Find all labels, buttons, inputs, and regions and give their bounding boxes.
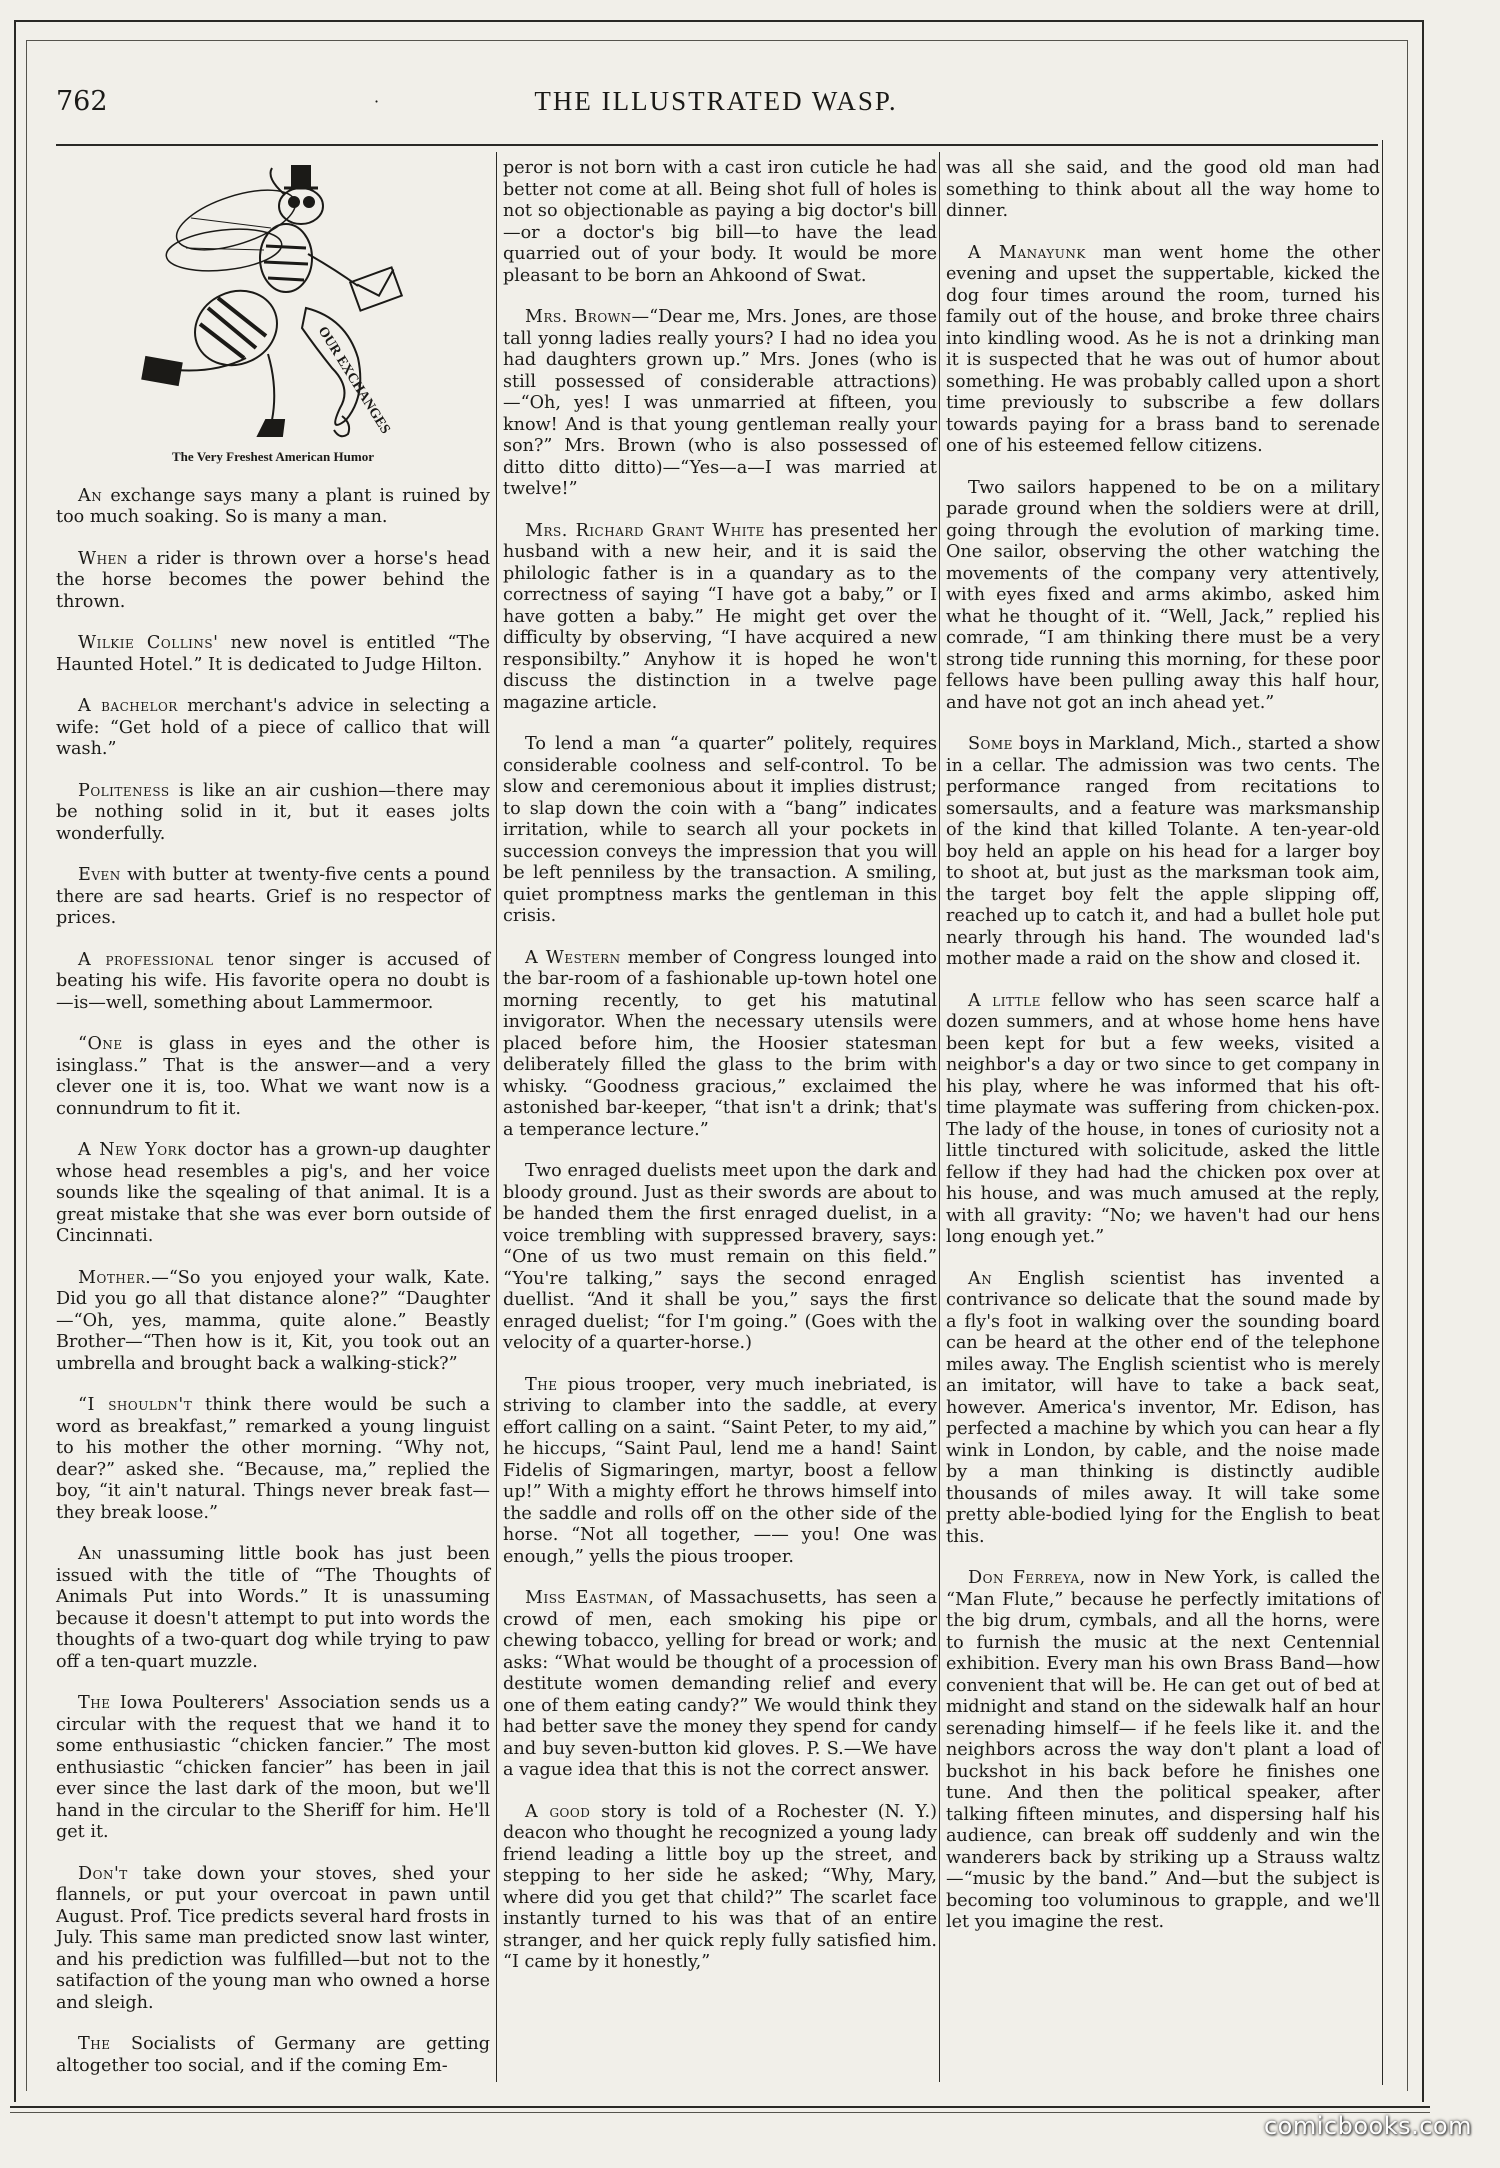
column-3-paragraphs <box>946 158 1380 1934</box>
article-paragraph <box>56 1034 490 1120</box>
paragraph-text: Two sailors happened to be on a military parade ground when the soldiers were at drill, going through the evolution of marking time. One sailor, observing the other watching the movements of the company very attentively, with eyes fixed and arms akimbo, asked him what he thought of it. “Well, Jack,” replied his comrade, “I am thinking there must be a very strong tide running this morning, for these poor fellows have been pulling away this half hour, and have not got an inch ahead yet.” <box>946 477 1380 713</box>
article-paragraph <box>503 1375 937 1569</box>
paragraph-lead: “I shouldn't <box>78 1395 193 1415</box>
article-paragraph <box>503 307 937 501</box>
paragraph-lead: Don Ferreya <box>968 1568 1080 1588</box>
paragraph-lead: A little <box>968 990 1041 1011</box>
bottom-rule-thin <box>10 2112 1430 2113</box>
article-paragraph <box>946 158 1380 223</box>
paragraph-text: peror is not born with a cast iron cuticle he had better not come at all. Being shot full of holes is not so objectionable as paying a big doctor's bill—or a doctor's big bill—to have the lead quarried out of your body. It would be more pleasant to be born an Ahkoond of Swat. <box>503 158 937 286</box>
paragraph-lead: A professional <box>78 949 214 970</box>
paragraph-text: new novel is entitled “The Haunted Hotel.” It is dedicated to Judge Hilton. <box>56 633 490 675</box>
column-1 <box>56 158 490 2097</box>
wasp-mailman-drawing <box>96 158 456 448</box>
paragraph-text: a rider is thrown over a horse's head the horse becomes the power behind the thrown. <box>56 548 490 612</box>
paragraph-text: story is told of a Rochester (N. Y.) deacon who thought he recognized a young lady friend leading a little boy up the street, and stepping to her side he asked; “Why, Mary, where did you get that child?” The scarlet face instantly turned to his was that of an entire stranger, and her quick reply fully satisfied him. “I came by it honestly,” <box>503 1801 938 1972</box>
paragraph-text: member of Congress lounged into the bar-room of a fashionable up-town hotel one morning recently, to get his matutinal invigorator. When the necessary utensils were placed before him, the Hoosier statesman deliberately filled the glass to the brim with whisky. “Goodness gracious,” exclaimed the astonished bar-keeper, “that isn't a drink; that's a temperance lecture.” <box>503 947 937 1140</box>
paragraph-text: Iowa Poulterers' Association sends us a circular with the request that we hand it to some enthusiastic “chicken fancier.” The most enthusiastic “chicken fancier” has been in jail ever since the last dark of the moon, but we'll hand in the circular to the Sheriff for him. He'll get it. <box>56 1693 490 1842</box>
paragraph-text: has presented her husband with a new heir, and it is said the philologic father is in a quandary as to the correctness of saying “I have got a baby,” or I have gotten a baby.” He might get over the difficulty by observing, “I have acquired a new responsibilty.” Anyhow it is hoped he won't discuss the distinction in a twelve page magazine article. <box>503 520 937 713</box>
paragraph-lead: Mother. <box>78 1267 152 1288</box>
article-paragraph <box>503 948 937 1142</box>
paragraph-lead: An <box>78 1544 103 1564</box>
article-paragraph <box>56 1140 490 1248</box>
article-paragraph <box>946 1568 1380 1934</box>
paragraph-text: , of Massachusetts, has seen a crowd of men, each smoking his pipe or chewing tobacco, yelling for bread or work; and asks: “What would be thought of a procession of destitute women demanding relief and every one of them eating candy?” We would think they had better save the money they spend for candy and buy seven-button kid gloves. P. S.—We have a vague idea that this is not the correct answer. <box>503 1588 937 1780</box>
article-paragraph <box>56 1395 490 1524</box>
paragraph-text: —“Dear me, Mrs. Jones, are those tall yonng ladies really yours? I had no idea you had daughters grown up.” Mrs. Jones (who is still possessed of considerable attractions)—“Oh, yes! I was unmarried at fifteen, you know! And is that young gentleman really your son?” Mrs. Brown (who is also possessed of ditto ditto ditto)—“Yes—a—I was married at twelve!” <box>503 307 937 499</box>
paragraph-lead: Some <box>968 734 1013 754</box>
article-paragraph <box>56 633 490 676</box>
paragraph-lead: Miss Eastman <box>525 1588 649 1608</box>
article-paragraph <box>503 158 937 287</box>
paragraph-lead: A good <box>525 1801 591 1822</box>
paragraph-lead: Mrs. Brown <box>525 307 632 327</box>
paragraph-text: Socialists of Germany are getting altogether too social, and if the coming Em- <box>56 2034 490 2076</box>
article-paragraph <box>56 2034 490 2077</box>
article-paragraph <box>946 243 1380 458</box>
article-paragraph <box>56 1864 490 2015</box>
paragraph-text: is glass in eyes and the other is isinglass.” That is the answer—and a very clever one it is, too. What we want now is a connundrum to fit it. <box>56 1034 490 1119</box>
paragraph-lead: An <box>78 485 103 506</box>
paragraph-lead: Even <box>78 865 121 885</box>
paragraph-text: boys in Markland, Mich., started a show in a cellar. The admission was two cents. The performance ranged from recitations to somersaults, and a feature was marksmanship of the kind that killed Tolante. A ten-year-old boy held an apple on his head for a larger boy to shoot at, but just as the marksman took aim, the target boy felt the apple slipping off, reached up to catch it, and had a bullet hole put nearly through his hand. The wounded lad's mother made a raid on the show and closed it. <box>946 734 1380 969</box>
article-paragraph <box>56 1544 490 1673</box>
page-number: 762 <box>56 86 108 117</box>
paragraph-text: unassuming little book has just been issued with the title of “The Thoughts of Animals Put into Words.” It is unassuming because it doesn't attempt to put into words the thoughts of a two-quart dog while trying to paw off a ten-quart muzzle. <box>56 1544 490 1672</box>
article-paragraph <box>946 1269 1380 1549</box>
column-rule-1 <box>496 152 497 2082</box>
article-paragraph <box>56 549 490 614</box>
article-paragraph <box>56 950 490 1015</box>
column-2-paragraphs <box>503 158 937 1974</box>
header-ornament: · <box>374 92 380 111</box>
paragraph-lead: Wilkie Collins' <box>78 633 219 653</box>
paragraph-lead: A New York <box>78 1140 187 1160</box>
paragraph-text: To lend a man “a quarter” politely, requires considerable coolness and self-control. To be slow and ceremonious about it implies distrust; to slap down the coin with a “bang” indicates irritation, while to search all your pockets in succession conveys the impression that you will be left penniless by the transaction. A smiling, quiet promptness marks the gentleman in this crisis. <box>503 734 937 926</box>
bottom-rule <box>10 2106 1430 2108</box>
article-paragraph <box>503 734 937 928</box>
paragraph-lead: A Manayunk <box>968 242 1086 263</box>
article-paragraph <box>56 1268 490 1376</box>
article-paragraph <box>56 781 490 846</box>
wasp-illustration <box>56 158 490 458</box>
paragraph-text: man went home the other evening and upset the suppertable, kicked the dog four times around the room, turned his family out of the house, and broke three chairs into kindling wood. As he is not a drinking man it is suspected that he was out of humor about something. He was probably called upon a short time previously to subscribe a few dollars towards paying for a brass band to serenade one of his esteemed fellow citizens. <box>946 242 1380 456</box>
header-rule <box>56 144 1378 146</box>
paragraph-text: tenor singer is accused of beating his wife. His favorite opera no doubt is—is—well, something about Lammermoor. <box>56 949 490 1013</box>
paragraph-lead: Politeness <box>78 780 170 801</box>
page-header <box>56 86 1376 126</box>
paragraph-text: fellow who has seen scarce half a dozen summers, and at whose home hens have been kept for but a few weeks, visited a neighbor's a day or two since to get company in his play, where he was informed that his oft-time playmate was suffering from chicken-pox. The lady of the house, in tones of curiosity not a little tinctured with solicitude, asked the little fellow if they had had the chicken pox over at his house, and was much amused at the reply, with all gravity: “No; we haven't had our hens long enough yet.” <box>946 990 1381 1247</box>
paragraph-text: merchant's advice in selecting a wife: “Get hold of a piece of callico that will wash.” <box>56 696 490 759</box>
paragraph-lead: Don't <box>78 1863 128 1884</box>
article-paragraph <box>503 1802 937 1974</box>
article-paragraph <box>56 696 490 761</box>
article-paragraph <box>56 865 490 930</box>
paragraph-text: is like an air cushion—there may be nothing solid in it, but it eases jolts wonderfully. <box>56 780 490 844</box>
paragraph-text: English scientist has invented a contrivance so delicate that the sound made by a fly's foot in walking over the sounding board can be heard at the other end of the telephone miles away. The English scientist who is merely an imitator, will have to take a back seat, however. America's inventor, Mr. Edison, has perfected a machine by which you can hear a fly wink in London, by cable, and the noise made by a man thinking is distinctly audible thousands of miles away. It will take some pretty able-bodied lying for the English to beat this. <box>946 1268 1380 1547</box>
column-rule-3 <box>1382 140 1383 2085</box>
paragraph-lead: The <box>78 1693 111 1713</box>
article-paragraph <box>56 1693 490 1844</box>
article-paragraph <box>946 478 1380 715</box>
scroll-label: OUR EXCHANGES <box>314 324 393 437</box>
paragraph-lead: An <box>968 1268 993 1289</box>
article-paragraph <box>946 734 1380 971</box>
paragraph-text: , now in New York, is called the “Man Flute,” because he perfectly imitations of the big drum, cymbals, and all the horns, were to furnish the music at the next Centennial exhibition. Every man his own Brass Band—how convenient that will be. He can get out of bed at midnight and stand on the sidewalk half an hour serenading himself— if he feels like it. and the neighbors across the way don't plant a load of buckshot in his back before he finishes one tune. And then the political speaker, after talking fifteen minutes, and dispersing half his audience, can break off suddenly and win the wanderers back by striking up a Strauss waltz—“music by the band.” And—but the subject is becoming too voluminous to grapple, and we'll let you imagine the rest. <box>946 1568 1380 1932</box>
column-1-paragraphs <box>56 486 490 2078</box>
column-3 <box>946 158 1380 1954</box>
site-watermark: comicbooks.com <box>1263 2112 1472 2140</box>
paragraph-text: pious trooper, very much inebriated, is striving to clamber into the saddle, at every effort calling on a saint. “Saint Peter, to my aid,” he hiccups, “Saint Paul, lend me a hand! Saint Fidelis of Sigmaringen, martyr, boost a fellow up!” With a mighty effort he throws himself into the saddle and rolls off on the other side of the horse. “Not all together, —— you! One was enough,” yells the pious trooper. <box>503 1374 937 1567</box>
paragraph-text: Two enraged duelists meet upon the dark and bloody ground. Just as their swords are about to be handed them the first enraged duelist, in a voice trembling with suppressed bravery, says: “One of us two must remain on this field.” “You're talking,” says the second enraged duellist. “And it shall be you,” says the first enraged duelist; “for I'm going.” (Goes with the velocity of a quarter-horse.) <box>503 1161 937 1353</box>
illustration-caption: The Very Freshest American Humor <box>172 449 374 464</box>
paragraph-text: was all she said, and the good old man had something to think about all the way home to dinner. <box>946 158 1380 221</box>
paragraph-lead: When <box>78 548 128 569</box>
paragraph-lead: “One <box>78 1034 123 1054</box>
article-paragraph <box>503 1161 937 1355</box>
paragraph-text: think there would be such a word as breakfast,” remarked a young linguist to his mother the other morning. “Why not, dear?” asked she. “Because, ma,” replied the boy, “it ain't natural. Things never break fast—they break loose.” <box>56 1395 490 1523</box>
paragraph-text: take down your stoves, shed your flannels, or put your overcoat in pawn until August. Prof. Tice predicts several hard frosts in July. This same man predicted snow last winter, and his prediction was fulfilled—but not to the satifaction of the young man who owned a horse and sleigh. <box>56 1863 490 2013</box>
article-paragraph <box>503 1588 937 1782</box>
article-paragraph <box>503 521 937 715</box>
article-paragraph <box>56 486 490 529</box>
masthead-title: THE ILLUSTRATED WASP. <box>534 86 898 116</box>
paragraph-lead: The <box>525 1374 558 1395</box>
paragraph-lead: A Western <box>525 947 621 968</box>
paragraph-lead: The <box>78 2034 111 2054</box>
paragraph-text: with butter at twenty-five cents a pound there are sad hearts. Grief is no respector of prices. <box>56 865 490 928</box>
paragraph-text: exchange says many a plant is ruined by too much soaking. So is many a man. <box>56 485 490 527</box>
paragraph-lead: Mrs. Richard Grant White <box>525 520 765 541</box>
paragraph-text: doctor has a grown-up daughter whose head resembles a pig's, and her voice sounds like the sqealing of that animal. It is a great mistake that she was ever born outside of Cincinnati. <box>56 1140 490 1246</box>
column-rule-2 <box>939 152 940 2082</box>
paragraph-lead: A bachelor <box>78 696 178 716</box>
column-2 <box>503 158 937 1994</box>
paragraph-text: —“So you enjoyed your walk, Kate. Did you go all that distance alone?” “Daughter—“Oh, yes, mamma, quite alone.” Beastly Brother—“Then how is it, Kit, you took out an umbrella and brought back a walking-stick?” <box>56 1267 490 1374</box>
article-paragraph <box>946 991 1380 1249</box>
